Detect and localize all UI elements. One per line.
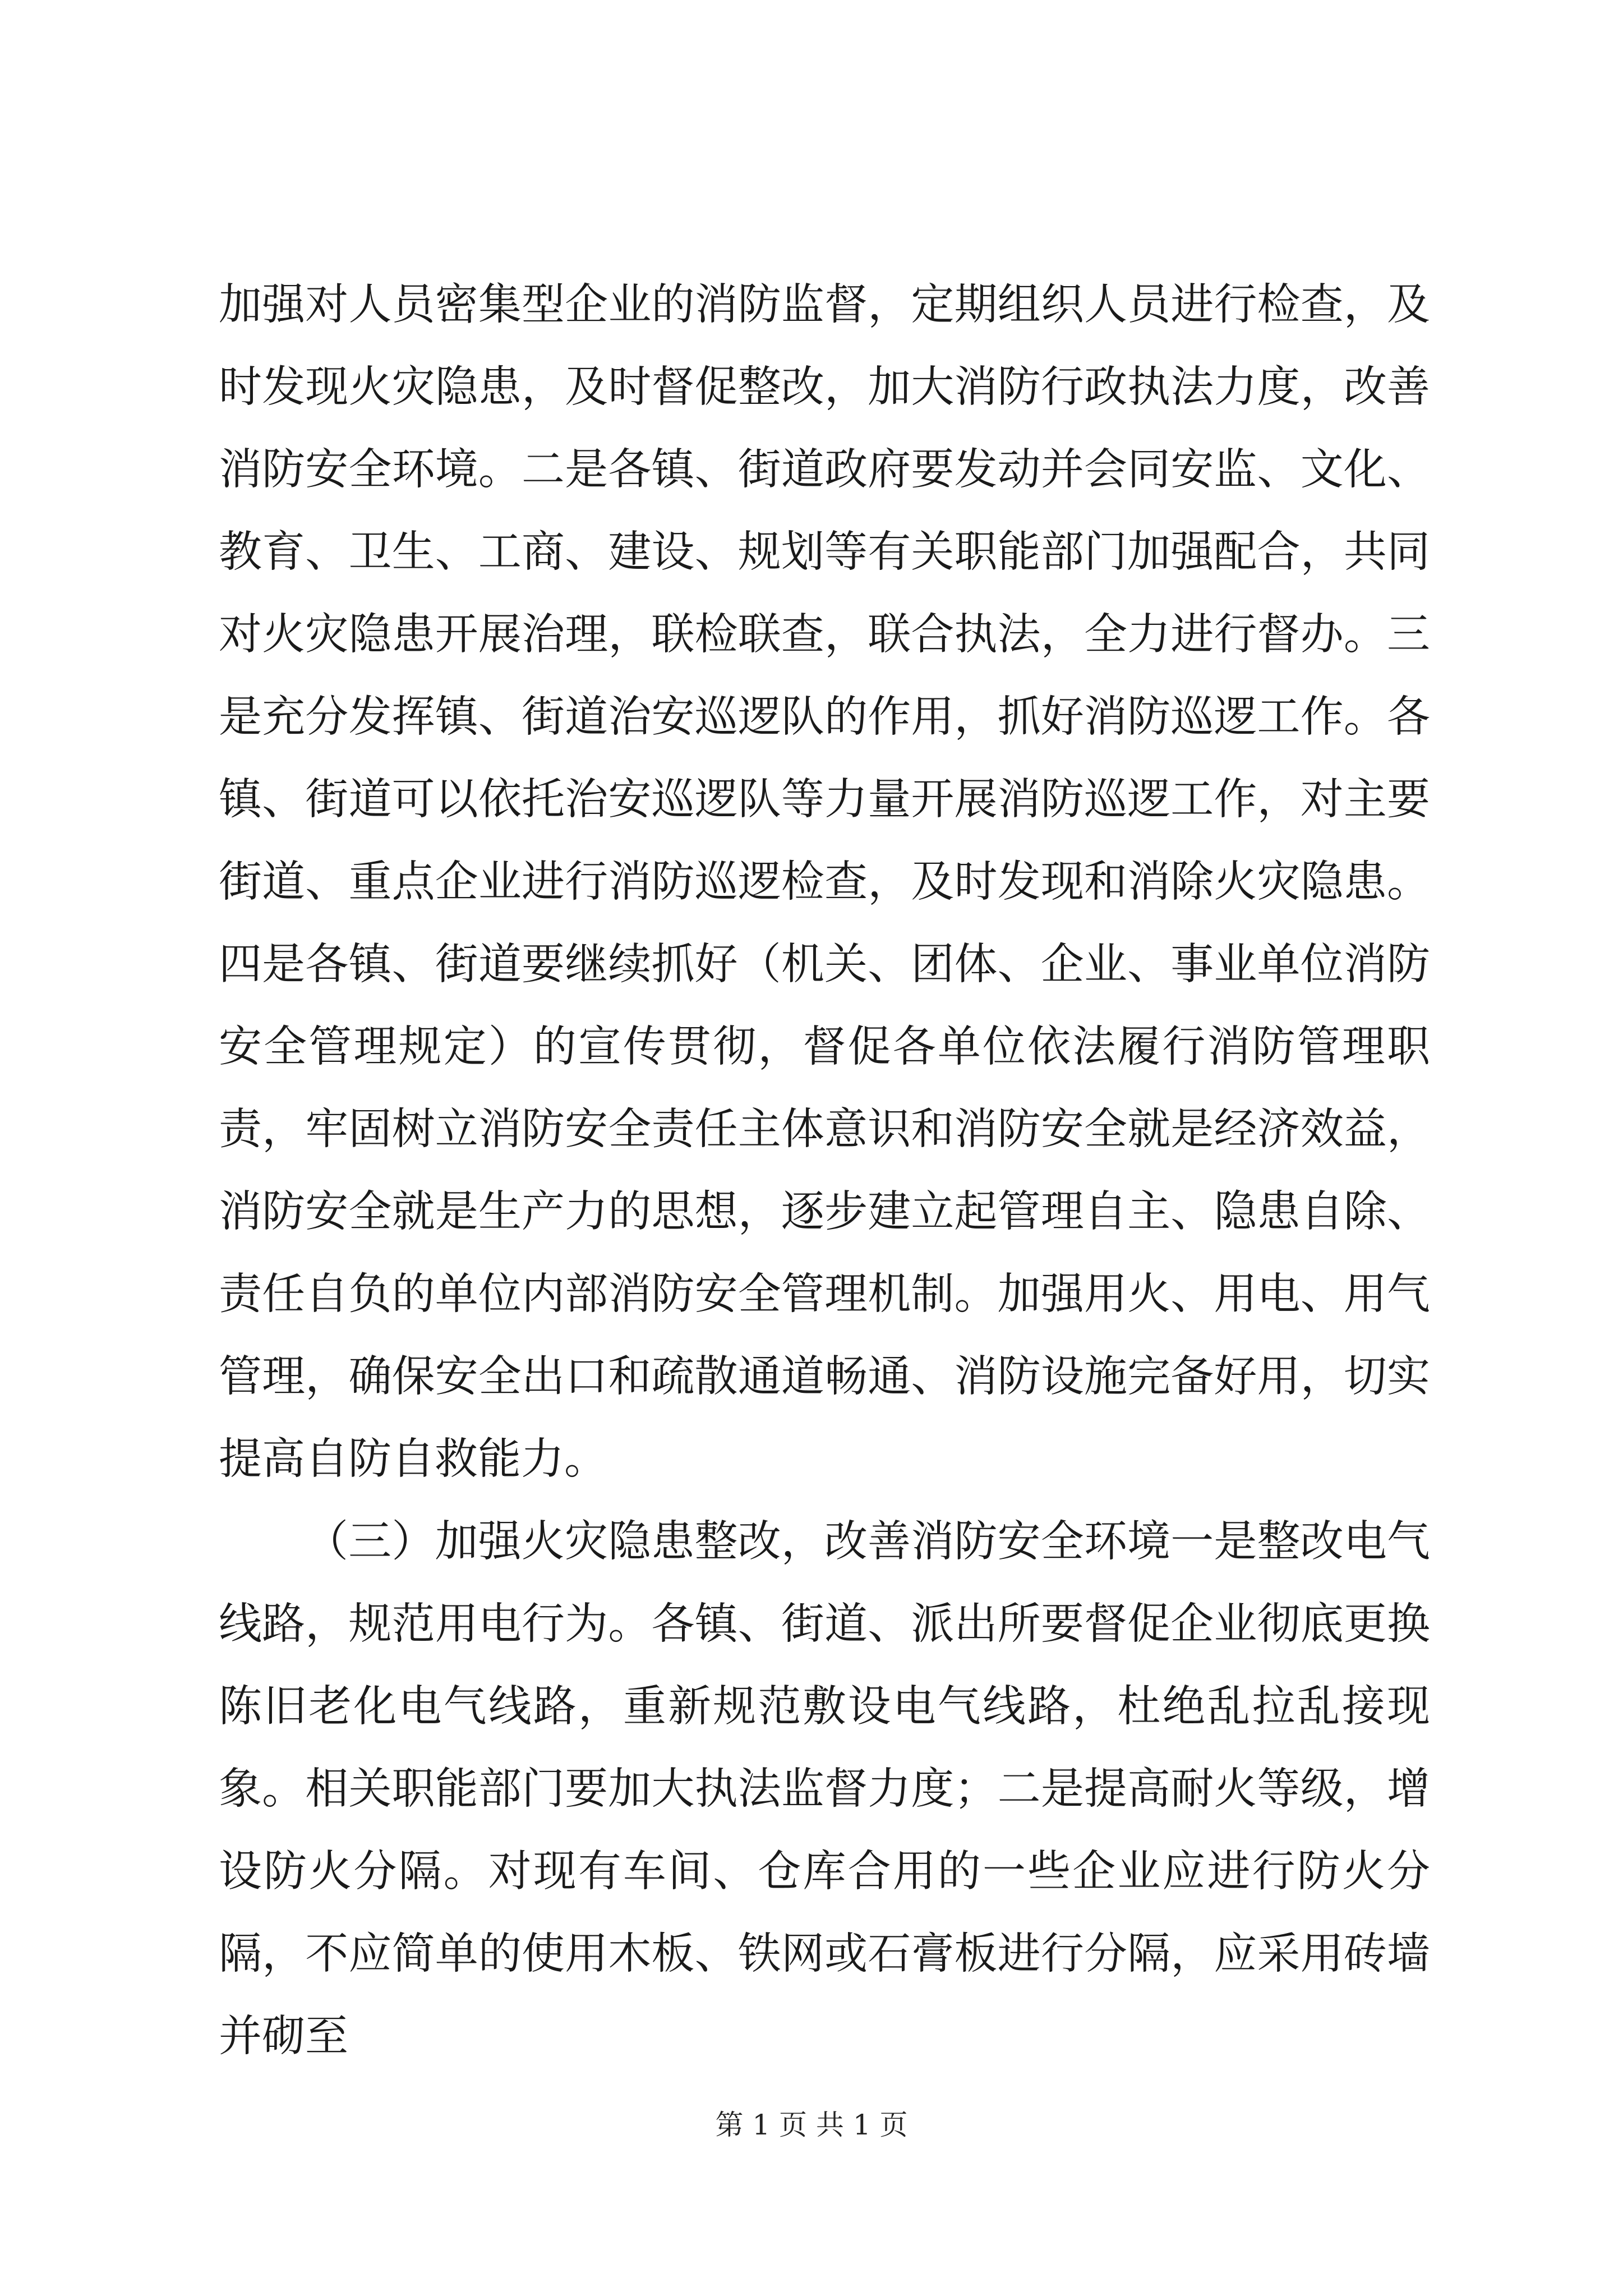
document-body <box>219 264 1430 2078</box>
page-footer: 第 1 页 共 1 页 <box>715 2109 908 2141</box>
paragraph-section-three: （三）加强火灾隐患整改，改善消防安全环境一是整改电气线路，规范用电行为。各镇、街道、派出所要督促企业彻底更换陈旧老化电气线路，重新规范敷设电气线路，杜绝乱拉乱接现象。相关职能部门要加大执法监督力度；二是提高耐火等级，增设防火分隔。对现有车间、仓库合用的一些企业应进行防火分隔，不应简单的使用木板、铁网或石膏板进行分隔，应采用砖墙并砌至 <box>219 1517 1430 2062</box>
paragraph-continuation: 加强对人员密集型企业的消防监督，定期组织人员进行检查，及时发现火灾隐患，及时督促整改，加大消防行政执法力度，改善消防安全环境。二是各镇、街道政府要发动并会同安监、文化、教育、卫生、工商、建设、规划等有关职能部门加强配合，共同对火灾隐患开展治理，联检联查，联合执法，全力进行督办。三是充分发挥镇、街道治安巡逻队的作用，抓好消防巡逻工作。各镇、街道可以依托治安巡逻队等力量开展消防巡逻工作，对主要街道、重点企业进行消防巡逻检查，及时发现和消除火灾隐患。四是各镇、街道要继续抓好（机关、团体、企业、事业单位消防安全管理规定）的宣传贯彻，督促各单位依法履行消防管理职责，牢固树立消防安全责任主体意识和消防安全就是经济效益，消防安全就是生产力的思想，逐步建立起管理自主、隐患自除、责任自负的单位内部消防安全管理机制。加强用火、用电、用气管理，确保安全出口和疏散通道畅通、消防设施完备好用，切实提高自防自救能力。 <box>219 280 1430 1484</box>
